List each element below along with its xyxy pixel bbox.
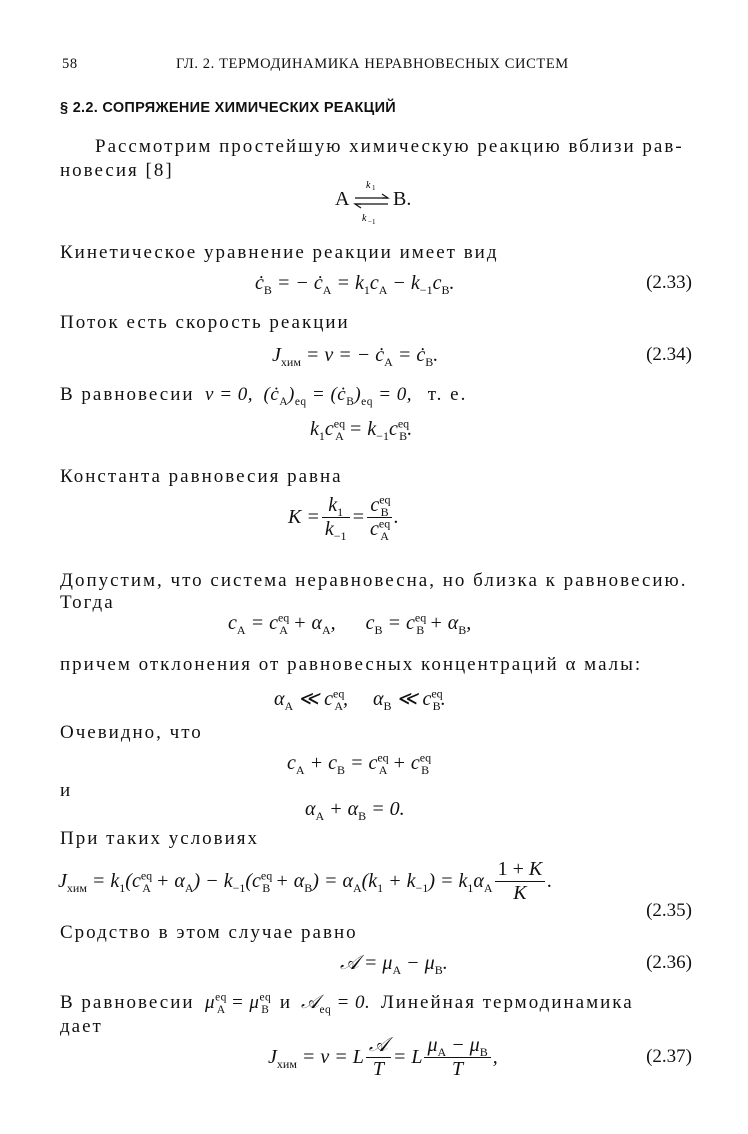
section-title: § 2.2. СОПРЯЖЕНИЕ ХИМИЧЕСКИХ РЕАКЦИЙ [60, 100, 397, 116]
svg-text:−1: −1 [368, 218, 376, 226]
page-number: 58 [62, 56, 78, 72]
paragraph-12-end: Линейная термодинамика [380, 992, 634, 1013]
paragraph-4-start: В равновесии [60, 384, 195, 405]
equation-number-2-33: (2.33) [646, 272, 692, 293]
equation-2-33: $ċ_B$ = − $ċ_A = k_1c_A - k_{-1}c_B$. [255, 272, 455, 297]
paragraph-5: Константа равновесия равна [60, 466, 343, 487]
paragraph-1-line-2: новесия [8] [60, 160, 174, 181]
paragraph-4-mid: т. е. [427, 384, 468, 405]
running-title: ГЛ. 2. ТЕРМОДИНАМИКА НЕРАВНОВЕСНЫХ СИСТЕМ [176, 56, 569, 72]
paragraph-12: В равновесии $\mu^{eq}_A = \mu^{eq}_B$ и 𝒜$_{eq}$ = 0. Линейная термодинамика [60, 991, 634, 1016]
paragraph-4: В равновесии v = 0, $(ċ_A)_{eq}$ = $(ċ_B)_{eq} = 0$, т. е. [60, 384, 468, 408]
equation-2-34: $J_{хим} = v$ = − $ċ_A$ = $ċ_B$. [272, 344, 439, 369]
paragraph-3: Поток есть скорость реакции [60, 312, 350, 333]
svg-text:1: 1 [372, 184, 376, 192]
equation-number-2-34: (2.34) [646, 344, 692, 365]
paragraph-8: Очевидно, что [60, 722, 203, 743]
equation-number-2-36: (2.36) [646, 952, 692, 973]
concentration-sum-equation: $c_A + c_B = c^{eq}_A + c^{eq}_B$ [287, 750, 432, 777]
equilibrium-arrows-icon [352, 178, 392, 228]
reaction-scheme: A k 1 k −1 B. [335, 180, 412, 226]
svg-text:k: k [366, 180, 371, 191]
equilibrium-constant-equation: K = $\frac{k_1}{k_{-1}}$ = $\frac{c^{eq}_B}{c^{eq}_A}$ . [288, 492, 399, 543]
paragraph-12-start: В равновесии [60, 992, 195, 1013]
equation-2-35: $J_{хим} = k_1(c^{eq}_A + \alpha_A) - k_{-1}(c^{eq}_B + \alpha_B) = \alpha_A(k_1 + k_{-1}) = k_1\alpha_A$ $\frac{1 + K}{K}$ . [58, 858, 553, 904]
paragraph-1-line-1: Рассмотрим простейшую химическую реакцию вблизи рав- [95, 136, 684, 157]
paragraph-9: и [60, 780, 71, 801]
equation-number-2-37: (2.37) [646, 1046, 692, 1067]
paragraph-2: Кинетическое уравнение реакции имеет вид [60, 242, 499, 263]
equation-2-36: 𝒜 = $\mu_A - \mu_B$. [340, 952, 448, 977]
paragraph-11: Сродство в этом случае равно [60, 922, 358, 943]
paragraph-6-line-2: Тогда [60, 592, 115, 613]
deviation-equations: $c_A = c^{eq}_A + \alpha_A$, $c_B = c^{eq}_B + \alpha_B$, [228, 610, 472, 637]
paragraph-10: При таких условиях [60, 828, 260, 849]
small-deviation-condition: $\alpha_A$ ≪ $c^{eq}_A$, $\alpha_B$ ≪ $c^{eq}_B$. [274, 686, 446, 713]
svg-text:k: k [362, 213, 367, 224]
paragraph-12-line-2: дает [60, 1016, 103, 1037]
equation-2-37: $J_{хим} = v = L$ $\frac{\text{𝒜}}{T}$ = L $\frac{\mu_A - \mu_B}{T}$ , [268, 1034, 498, 1080]
paragraph-12-and: и [279, 992, 291, 1013]
equilibrium-condition: $k_1c^{eq}_A = k_{-1}c^{eq}_B$. [310, 416, 413, 443]
paragraph-6-line-1: Допустим, что система неравновесна, но близка к равновесию. [60, 570, 688, 591]
deviation-sum-equation: $\alpha_A + \alpha_B = 0$. [305, 798, 405, 823]
equation-number-2-35: (2.35) [646, 900, 692, 921]
paragraph-7: причем отклонения от равновесных концентраций α малы: [60, 654, 643, 675]
